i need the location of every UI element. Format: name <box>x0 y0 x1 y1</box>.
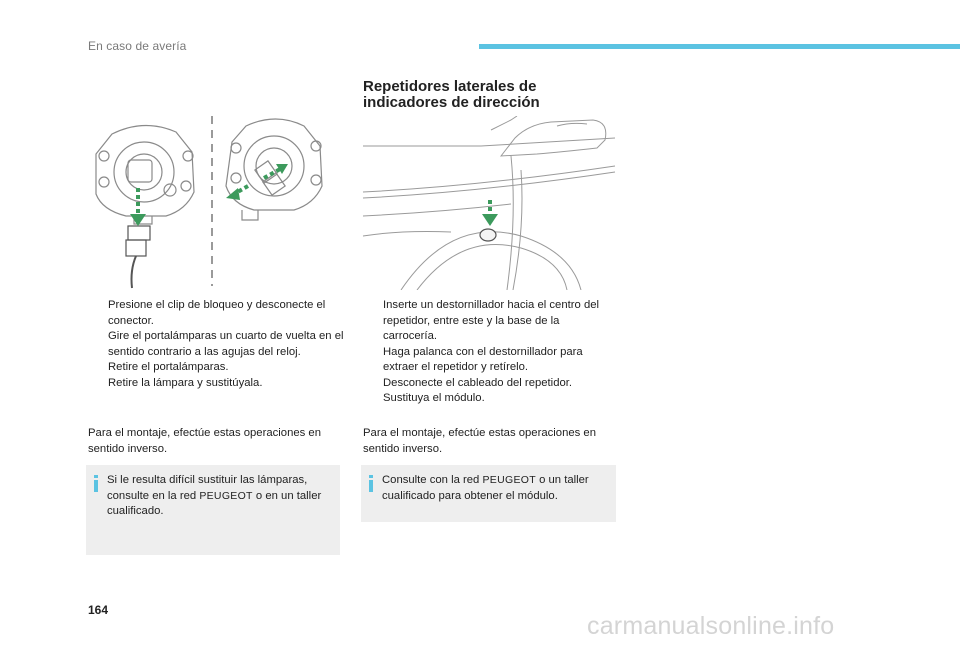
rotate-arrow <box>226 164 288 200</box>
section-title <box>363 79 623 111</box>
reassembly-note-left: Para el montaje, efectúe estas operaciones en sentido inverso. <box>88 427 321 455</box>
info-icon <box>94 475 98 492</box>
fog-lamp-housing-1 <box>96 125 194 224</box>
list-item: Retire la lámpara y sustitúyala. <box>108 376 263 389</box>
reassembly-note-right: Para el montaje, efectúe estas operaciones en sentido inverso. <box>363 427 596 455</box>
fog-lamp-steps <box>88 298 344 391</box>
list-item: Sustituya el módulo. <box>383 392 485 404</box>
detached-connector <box>126 226 150 288</box>
info-box-left <box>86 465 340 555</box>
section-title-line-2: indicadores de dirección <box>363 94 540 111</box>
brand-name: PEUGEOT <box>482 474 536 486</box>
info-text: Si le resulta difícil sustituir las lámparas, consulte en la red PEUGEOT o en un taller cualificado. <box>107 474 322 517</box>
push-down-arrow <box>130 188 146 226</box>
fog-lamp-housing-2 <box>226 119 322 220</box>
screwdriver-arrow <box>482 200 498 226</box>
list-item: Presione el clip de bloqueo y desconecte el conector. <box>108 299 326 327</box>
list-item: Haga palanca con el destornillador para extraer el repetidor y retírelo. <box>383 345 583 373</box>
watermark: carmanualsonline.info <box>587 612 835 640</box>
info-text: Consulte con la red PEUGEOT o un taller cualificado para obtener el módulo. <box>382 474 589 502</box>
list-item: Desconecte el cableado del repetidor. <box>383 376 573 389</box>
section-title-line-1: Repetidores laterales de <box>363 78 537 95</box>
fog-lamp-illustration <box>86 112 340 290</box>
info-box-right <box>361 465 616 522</box>
list-item: Gire el portalámparas un cuarto de vuelta en el sentido contrario a las agujas del reloj. <box>108 330 344 358</box>
page-number: 164 <box>88 603 109 617</box>
brand-name: PEUGEOT <box>199 489 253 502</box>
side-repeater-illustration <box>361 116 617 290</box>
list-item: Inserte un destornillador hacia el centro del repetidor, entre este y la base de la carrocería. <box>383 299 600 342</box>
info-icon <box>369 475 373 492</box>
list-item: Retire el portalámparas. <box>108 361 229 373</box>
side-repeater-steps <box>363 298 613 407</box>
side-repeater-lamp <box>480 229 496 241</box>
chapter-title: En caso de avería <box>88 39 187 53</box>
chapter-accent-bar <box>479 44 960 49</box>
